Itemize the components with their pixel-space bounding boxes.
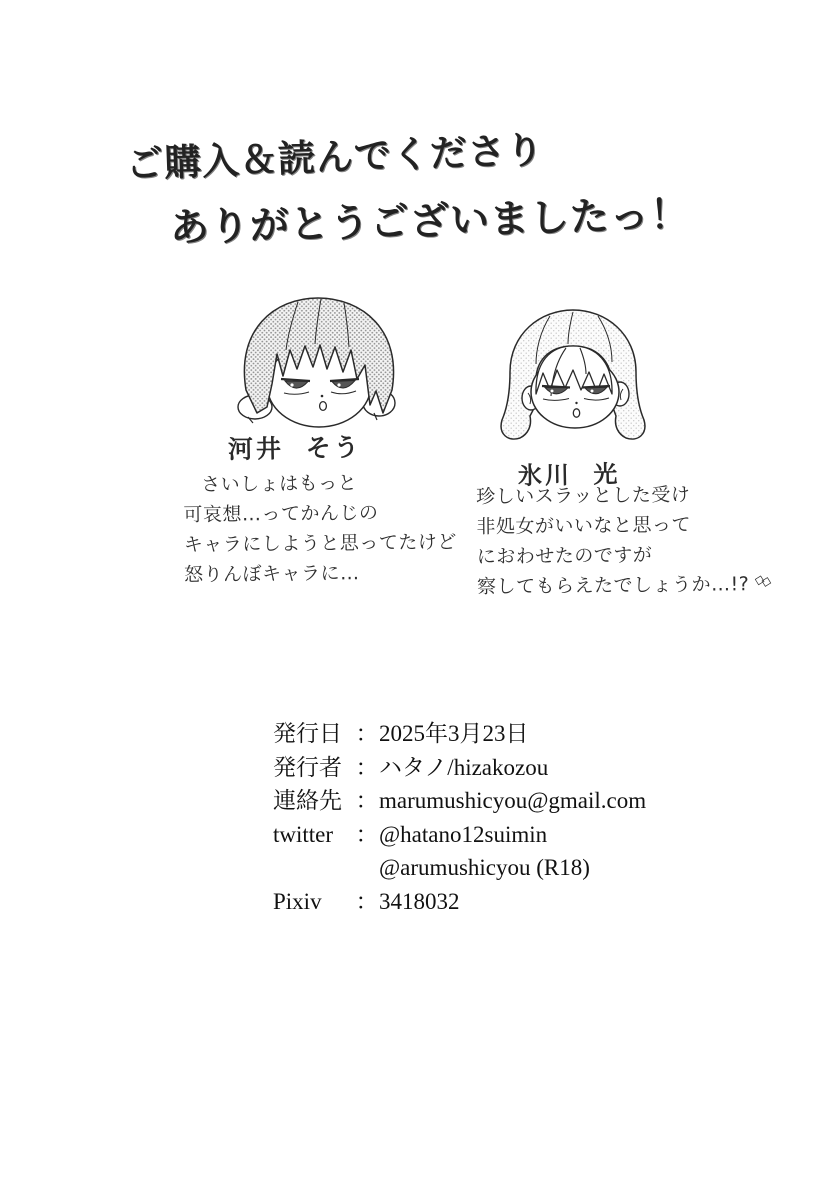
publisher-value: ハタノ/hizakozou [379,754,549,780]
contact-email-value: marumushicyou@gmail.com [379,788,647,813]
character-comment-hikawa-hikaru [476,479,771,605]
chibi-hikawa-hikaru-drawing [480,302,660,462]
colophon [273,717,646,918]
colophon-row-publisher [273,751,646,785]
colophon-label: 発行者 [273,754,342,780]
colophon-separator: ： [355,721,379,746]
comment-line: におわせたのですが [476,544,653,568]
comment-line: 珍しいスラッとした受け [476,483,691,508]
chibi-mouth [320,402,327,411]
colophon-label [273,851,355,885]
comment-line: 非処女がいいなと思って [476,513,692,538]
publish-date-value: 2025年3月23日 [379,721,529,746]
colophon-row-contact [273,784,646,818]
comment-line: キャラにしようと思ってたけど [183,531,457,556]
colophon-row-publish-date [273,717,646,751]
comment-line: 怒りんぼキャラに… [183,562,360,586]
character-comment-kawai-sou [183,467,457,590]
character-name-kawai-sou: 河井 そう [227,432,362,464]
comment-line: さいしょはもっと [201,472,358,496]
thanks-message [125,128,691,253]
chibi-mouth [573,409,579,417]
comment-line-text: 察してもらえたでしょうか…!? [476,573,750,598]
twitter-r18-handle-value: @arumushicyou (R18) [379,855,590,880]
sparkle-doodle: ◇◇ [753,571,771,590]
chibi-portrait-hikawa-hikaru [480,302,660,462]
chibi-nose [321,395,324,398]
colophon-separator [355,851,379,885]
colophon-separator: ： [355,888,379,914]
colophon-separator: ： [355,754,379,780]
colophon-row-twitter [273,818,646,852]
colophon-row-twitter-r18 [273,851,646,885]
character-name-hikawa-hikaru: 氷川 光 [517,460,621,490]
twitter-handle-value: @hatano12suimin [379,821,548,847]
colophon-label: Pixiv [273,888,322,914]
colophon-row-pixiv [273,885,646,919]
colophon-label: twitter [273,821,334,847]
thanks-line-2: ありがとうございましたっ！ [169,192,691,251]
comment-line: 可哀想…ってかんじの [183,501,379,526]
thanks-line-1: ご購入＆読んでくださり [125,128,545,186]
chibi-portrait-kawai-sou [226,292,406,432]
pixiv-id-value: 3418032 [379,888,460,914]
chibi-kawai-sou-drawing [226,292,406,432]
colophon-separator: ： [355,821,379,847]
comment-line [476,569,771,605]
colophon-separator: ： [355,788,379,813]
colophon-label: 発行日 [273,721,342,746]
colophon-label: 連絡先 [273,788,342,813]
chibi-nose [575,402,577,404]
